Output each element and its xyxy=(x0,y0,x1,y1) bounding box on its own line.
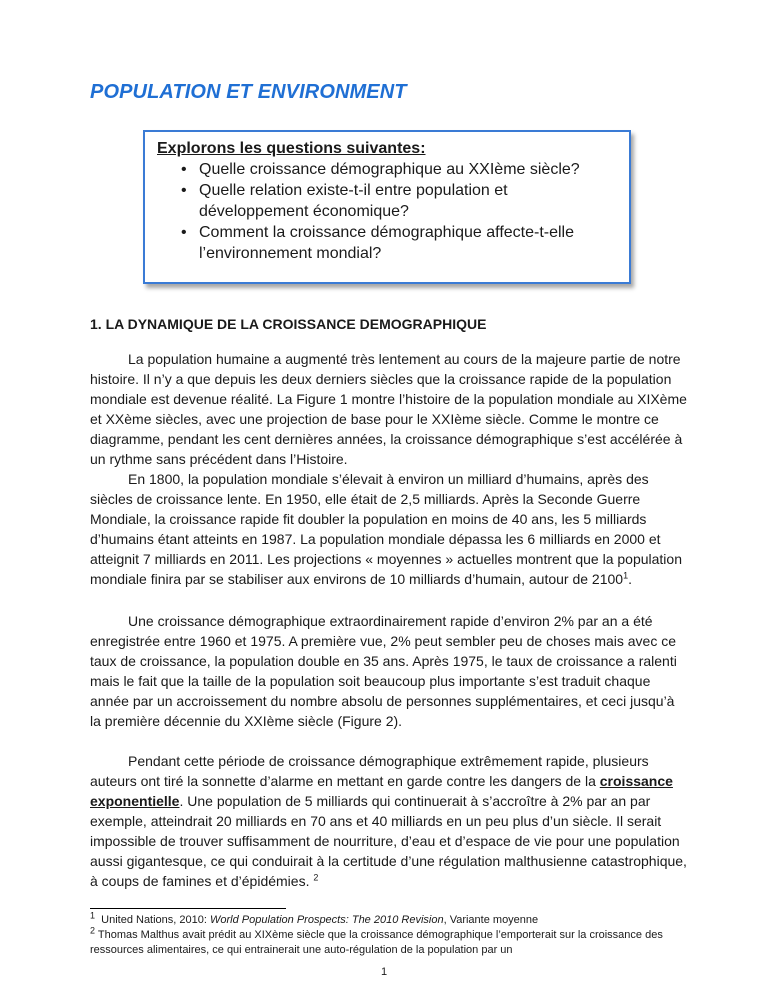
footnote-1: $^1$ United Nations, 2010: World Population Prospects: The 2010 Revision, Variante moyenne xyxy=(90,910,539,926)
footnote-ref-2: 2 xyxy=(313,872,319,883)
paragraph-2: En 1800, la population mondiale s’élevait à environ un milliard d’humains, après des siècles de croissance lente. En 1950, elle était de 2,5 milliards. Après la Seconde Guerre Mondiale, la croissance rapide fit doubler la population en moins de 40 ans, les 5 milliards d’humains étant atteints en 1987. La population mondiale dépassa les 6 milliards en 2000 et atteignit 7 milliards en 2011. Les projections « moyennes » actuelles montrent que la population mondiale finira par se stabiliser aux environs de 10 milliards d’humain, autour de 2100$^1$. xyxy=(90,471,682,587)
footnote-2: $^2$ Thomas Malthus avait prédit au XIXème siècle que la croissance démographique l’emporterait sur la croissance des ressources alimentaires, ce qui entrainerait une auto-régulation de la population par un xyxy=(90,925,663,956)
questions-list xyxy=(157,159,619,264)
question-item xyxy=(157,222,619,264)
question-item xyxy=(157,159,619,180)
footnote-ref-1: 1 xyxy=(623,570,629,581)
key-term: croissance exponentielle xyxy=(90,773,673,809)
questions-heading: Explorons les questions suivantes: xyxy=(157,140,426,157)
question-item xyxy=(157,180,619,222)
section-heading: 1. LA DYNAMIQUE DE LA CROISSANCE DEMOGRAPHIQUE xyxy=(90,316,487,332)
questions-box xyxy=(143,130,631,284)
question-text: Quelle relation existe-t-il entre population et développement économique? xyxy=(199,182,508,220)
bullet-icon: • xyxy=(181,161,187,178)
question-text: Comment la croissance démographique affecte-t-elle l’environnement mondial? xyxy=(199,224,575,262)
question-text: Quelle croissance démographique au XXIème siècle? xyxy=(199,161,580,178)
footnote-separator xyxy=(90,908,286,909)
bullet-icon: • xyxy=(181,224,187,241)
page-number: 1 xyxy=(380,966,388,978)
page-title: POPULATION ET ENVIRONMENT xyxy=(90,81,407,103)
bullet-icon: • xyxy=(181,182,187,199)
paragraph-1: La population humaine a augmenté très lentement au cours de la majeure partie de notre histoire. Il n’y a que depuis les deux derniers siècles que la croissance rapide de la population mondiale est devenue réalité. La Figure 1 montre l’histoire de la population mondiale au XIXème et XXème siècles, avec une projection de base pour le XXIème siècle. Comme le montre ce diagramme, pendant les cent dernières années, la croissance démographique s’est accélérée à un rythme sans précédent dans l’Histoire. xyxy=(90,351,687,467)
paragraph-4: Pendant cette période de croissance démographique extrêmement rapide, plusieurs auteurs ont tiré la sonnette d’alarme en mettant en garde contre les dangers de la croissance exponentielle. Une population de 5 milliards qui continuerait à s’accroître à 2% par an par exemple, atteindrait 20 milliards en 70 ans et 40 milliards en un peu plus d’un siècle. Il serait impossible de trouver suffisamment de nourriture, d’eau et d’espace de vie pour une population aussi gigantesque, ce qui conduirait à la certitude d’une régulation malthusienne catastrophique, à coups de famines et d’épidémies. $^2$ xyxy=(90,753,687,889)
paragraph-3: Une croissance démographique extraordinairement rapide d’environ 2% par an a été enregistrée entre 1960 et 1975. A première vue, 2% peut sembler peu de choses mais avec ce taux de croissance, la population double en 35 ans. Après 1975, le taux de croissance a ralenti mais le fait que la taille de la population soit beaucoup plus importante s’est traduit chaque année par un accroissement du nombre absolu de personnes supplémentaires, et ceci jusqu’à la première décennie du XXIème siècle (Figure 2). xyxy=(90,613,677,729)
